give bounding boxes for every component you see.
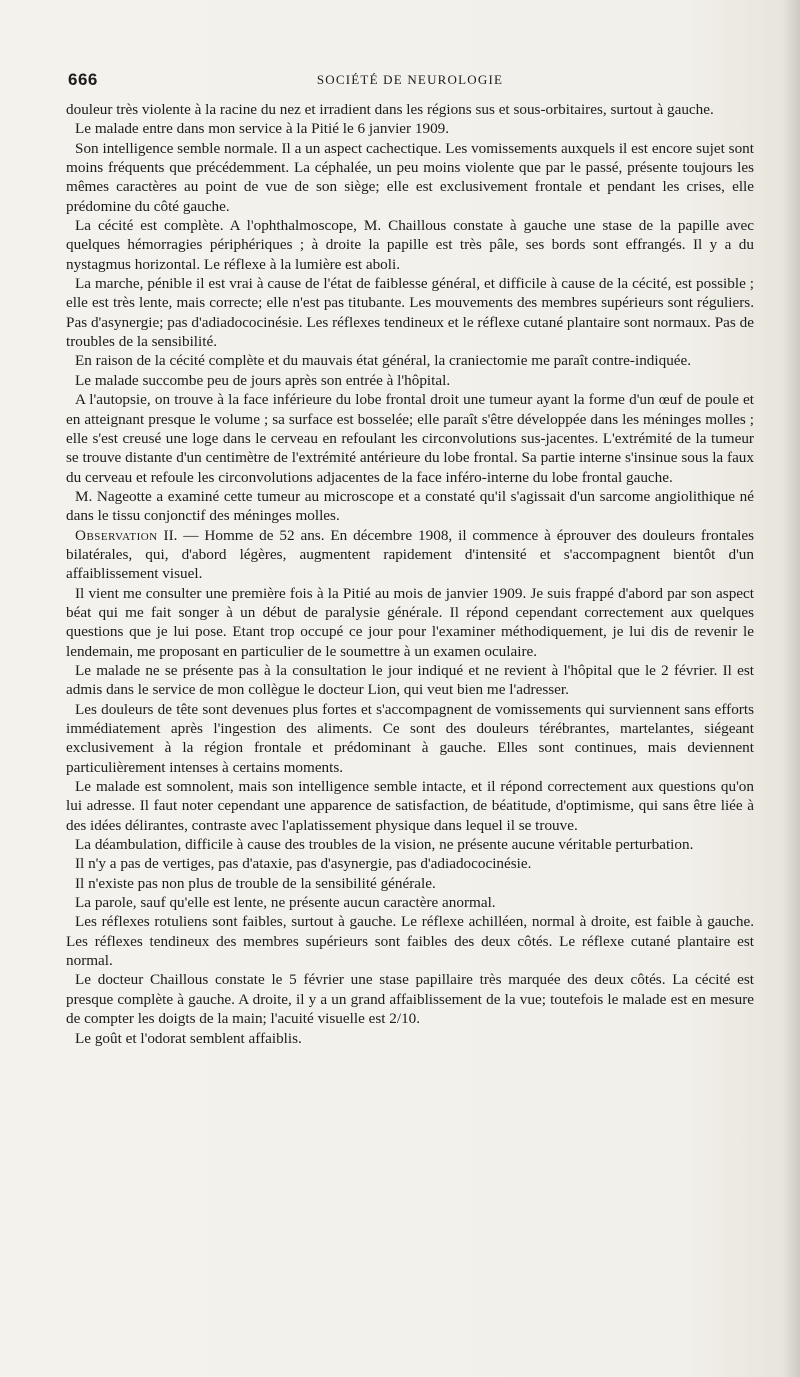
paragraph: Le malade est somnolent, mais son intelligence semble intacte, et il répond correctement aux questions qu'on lui adresse. Il faut noter cependant une apparence de satisfaction, de béatitude, d'optimisme, qui sans être liée à des idées délirantes, contraste avec l'aplatissement physique dans lequel il se trouve. bbox=[66, 778, 754, 834]
paragraph: La marche, pénible il est vrai à cause de l'état de faiblesse général, et difficile à cause de la cécité, est possible ; elle est très lente, mais correcte; elle n'est pas titubante. Les mouvements des membres supérieurs sont réguliers. Pas d'asynergie; pas d'adiadococinésie. Les réflexes tendineux et le réflexe cutané plantaire sont normaux. Pas de troubles de la sensibilité. bbox=[66, 275, 754, 351]
page-edge-shadow bbox=[782, 0, 800, 1377]
paragraph: Les douleurs de tête sont devenues plus fortes et s'accompagnent de vomissements qui surviennent sans efforts immédiatement après l'ingestion des aliments. Ce sont des douleurs térébrantes, martelantes, siégeant exclusivement à la région frontale et prédominant à gauche. Elles sont continues, mais deviennent particulièrement intenses à certains moments. bbox=[66, 700, 754, 776]
paragraph: M. Nageotte a examiné cette tumeur au microscope et a constaté qu'il s'agissait d'un sarcome angiolithique né dans le tissu conjonctif des méninges molles. bbox=[66, 487, 754, 525]
paragraph: La cécité est complète. A l'ophthalmoscope, M. Chaillous constate à gauche une stase de la papille avec quelques hémorragies périphériques ; à droite la papille est très pâle, ses bords sont effrangés. Il y a du nystagmus horizontal. Le réflexe à la lumière est aboli. bbox=[66, 217, 754, 273]
paragraph: En raison de la cécité complète et du mauvais état général, la craniectomie me paraît contre-indiquée. bbox=[75, 352, 692, 370]
paragraph: Il n'y a pas de vertiges, pas d'ataxie, pas d'asynergie, pas d'adiadococinésie. bbox=[75, 855, 532, 873]
paragraph: Il n'existe pas non plus de trouble de la sensibilité générale. bbox=[75, 874, 436, 892]
paragraph: douleur très violente à la racine du nez et irradient dans les régions sus et sous-orbitaires, surtout à gauche. bbox=[66, 101, 714, 118]
paragraph: Le goût et l'odorat semblent affaiblis. bbox=[75, 1029, 302, 1047]
paragraph: A l'autopsie, on trouve à la face inférieure du lobe frontal droit une tumeur ayant la forme d'un œuf de poule et en atteignant presque le volume ; sa surface est bosselée; elle paraît s'être développée dans les méninges molles ; elle s'est creusé une loge dans le cerveau en refoulant les circonvolutions sus-jacentes. L'extrémité de la tumeur se trouve distante d'un centimètre de l'extrémité antérieure du lobe frontal. Sa partie interne s'insinue sous la faux du cerveau et refoule les circonvolutions adjacentes de la face inféro-interne du lobe frontal gauche. bbox=[66, 391, 754, 486]
paragraph: Il vient me consulter une première fois à la Pitié au mois de janvier 1909. Je suis frappé d'abord par son aspect béat qui me fait songer à un début de paralysie générale. Il répond cependant correctement aux quelques questions que je lui pose. Etant trop occupé ce jour pour l'examiner méthodiquement, je lui dis de revenir le lendemain, me proposant en particulier de le soumettre à un examen oculaire. bbox=[66, 584, 754, 660]
paragraph: Le malade succombe peu de jours après son entrée à l'hôpital. bbox=[75, 371, 451, 389]
paragraph: Le malade entre dans mon service à la Pitié le 6 janvier 1909. bbox=[75, 120, 450, 138]
body-text bbox=[66, 100, 754, 1048]
observation-text: II. — Homme de 52 ans. En décembre 1908, il commence à éprouver des douleurs frontales bilatérales, qui, d'abord légères, augmentent rapidement d'intensité et s'accompagnent bientôt d'un affaiblissement visuel. bbox=[66, 526, 754, 583]
observation-paragraph bbox=[66, 526, 754, 584]
page-number: 666 bbox=[68, 70, 98, 89]
paragraph: La parole, sauf qu'elle est lente, ne présente aucun caractère anormal. bbox=[75, 894, 496, 912]
running-title: SOCIÉTÉ DE NEUROLOGIE bbox=[316, 72, 504, 87]
page-header bbox=[68, 70, 752, 92]
paragraph: Son intelligence semble normale. Il a un aspect cachectique. Les vomissements auxquels il est encore sujet sont moins fréquents que précédemment. La céphalée, un peu moins violente que par le passé, présente toujours les mêmes caractères au point de vue de son siège; elle est exclusivement frontale et pendant les crises, elle prédomine du côté gauche. bbox=[66, 139, 754, 215]
observation-label: Observation bbox=[75, 526, 158, 544]
paragraph: La déambulation, difficile à cause des troubles de la vision, ne présente aucune véritable perturbation. bbox=[75, 836, 694, 854]
paragraph: Le docteur Chaillous constate le 5 février une stase papillaire très marquée des deux côtés. La cécité est presque complète à gauche. A droite, il y a un grand affaiblissement de la vue; toutefois le malade est en mesure de compter les doigts de la main; l'acuité visuelle est 2/10. bbox=[66, 971, 754, 1028]
paragraph: Les réflexes rotuliens sont faibles, surtout à gauche. Le réflexe achilléen, normal à droite, est faible à gauche. Les réflexes tendineux des membres supérieurs sont faibles des deux côtés. Le réflexe cutané plantaire est normal. bbox=[66, 913, 754, 970]
paragraph: Le malade ne se présente pas à la consultation le jour indiqué et ne revient à l'hôpital que le 2 février. Il est admis dans le service de mon collègue le docteur Lion, qui veut bien me l'adresser. bbox=[66, 661, 754, 699]
